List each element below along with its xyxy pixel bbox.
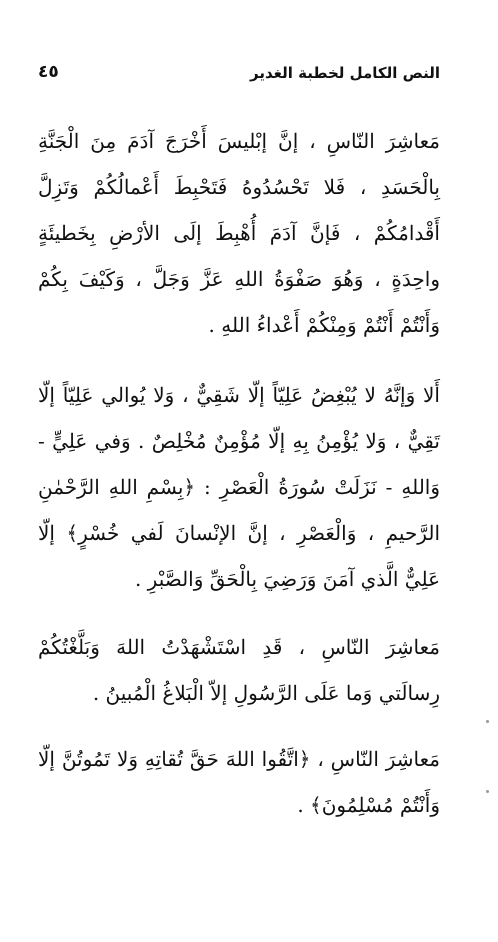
scan-speck: [486, 790, 489, 793]
paragraph-surat-al-asr: أَلا وَإنَّهُ لا يُبْغِضُ عَلِيّاً إلّا شَقِيٌّ ، وَلا يُوالي عَلِيّاً إلّا تَقِيٌّ ، وَلا يُؤْمِنُ بِهِ إلّا مُؤْمِنٌ مُخْلِصٌ . وَفي عَلِيٍّ - وَاللهِ - نَزَلَتْ سُورَةُ الْعَصْرِ : ﴿بِسْمِ اللهِ الرَّحْمٰنِ الرَّحيمِ ، وَالْعَصْرِ ، إنَّ الإنْسانَ لَفي خُسْرٍ﴾ إلّا عَلِيٌّ الَّذي آمَنَ وَرَضِيَ بِالْحَقِّ وَالصَّبْرِ .: [38, 383, 440, 591]
page-number: ٤٥: [38, 62, 59, 82]
scan-speck: [486, 720, 489, 723]
page-header: [38, 62, 440, 92]
running-title: النص الكامل لخطبة الغدير: [250, 64, 440, 82]
paragraph-fear-allah: مَعاشِرَ النّاسِ ، ﴿اتَّقُوا اللهَ حَقَّ تُقاتِهِ وَلا تَمُوتُنَّ إلّا وَأَنْتُمْ مُسْلِمُونَ﴾ .: [38, 747, 440, 817]
paragraph-message-delivered: مَعاشِرَ النّاسِ ، قَدِ اسْتَشْهَدْتُ اللهَ وَبَلَّغْتُكُمْ رِسالَتي وَما عَلَى الرَّسُولِ إلاّ الْبَلاغُ الْمُبينُ .: [38, 635, 440, 705]
sermon-text: [38, 118, 440, 850]
paragraph-iblis-envy: مَعاشِرَ النّاسِ ، إنَّ إبْليسَ أَخْرَجَ آدَمَ مِنَ الْجَنَّةِ بِالْحَسَدِ ، فَلا تَحْسُدُوهُ فَتَحْبِطَ أَعْمالُكُمْ وَتَزِلَّ أَقْدامُكُمْ ، فَإنَّ آدَمَ أُهْبِطَ إلَى الأرْضِ بِخَطيئَةٍ واحِدَةٍ ، وَهُوَ صَفْوَةُ اللهِ عَزَّ وَجَلَّ ، وَكَيْفَ بِكُمْ وَأَنْتُمْ أَنْتُمْ وَمِنْكُمْ أَعْداءُ اللهِ .: [38, 129, 440, 337]
